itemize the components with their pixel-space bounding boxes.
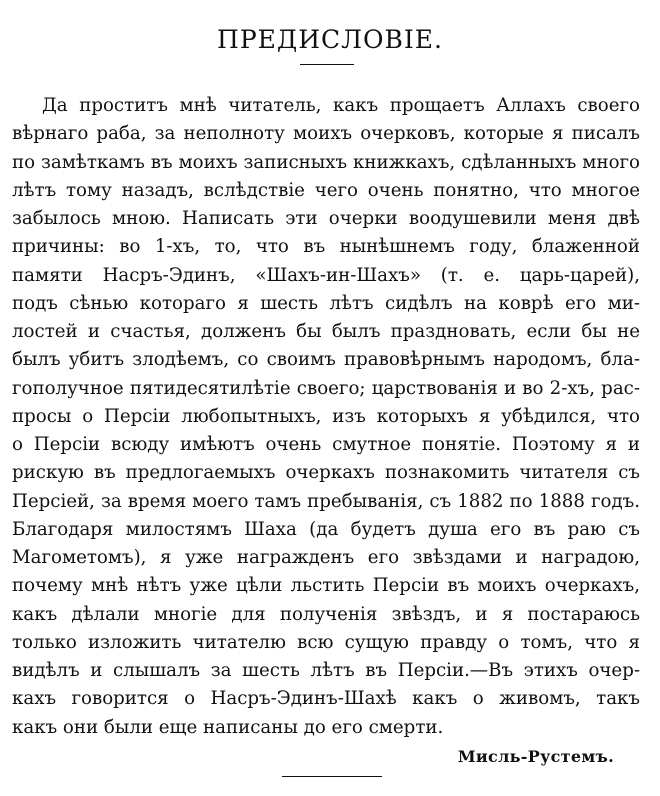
text-line: какъ дѣлали многіе для полученія звѣздъ, и я постараюсь (12, 603, 640, 625)
body-paragraph (12, 92, 640, 742)
text-line: вѣрнаго раба, за неполноту моихъ очерковъ, которые я писалъ (12, 123, 640, 145)
text-line: подъ сѣнью котораго я шесть лѣтъ сидѣлъ на коврѣ его ми- (12, 292, 640, 314)
text-line: рискую въ предлогаемыхъ очеркахъ познакомить читателя съ (12, 462, 640, 484)
text-line: причины: во 1-хъ, то, что въ нынѣшнемъ году, блаженной (12, 236, 640, 258)
text-line: забылось мною. Написать эти очерки воодушевили меня двѣ (12, 208, 640, 229)
text-line: гополучное пятидесятилѣтіе своего; царствованія и во 2-хъ, рас- (12, 377, 640, 399)
text-line: лостей и счастья, долженъ бы былъ праздновать, если бы не (12, 321, 640, 342)
title-divider (300, 64, 354, 65)
text-line: Благодаря милостямъ Шаха (да будетъ душа его въ раю съ (12, 518, 640, 540)
author-signature: Мисль-Рустемъ. (457, 747, 614, 766)
text-line: видѣлъ и слышалъ за шесть лѣтъ въ Персіи.—Въ этихъ очер- (12, 660, 640, 681)
text-line: Магометомъ), я уже награжденъ его звѣздами и наградою, (12, 547, 640, 568)
text-line: почему мнѣ нѣтъ уже цѣли льстить Персіи въ моихъ очеркахъ, (12, 575, 640, 597)
text-line: Персіей, за время моего тамъ пребыванія, съ 1882 по 1888 годъ. (12, 490, 640, 512)
closing-divider (282, 776, 382, 777)
text-line: только изложить читателю всю сущую правду о томъ, что я (12, 631, 640, 653)
text-line: о Персіи всюду имѣютъ очень смутное понятіе. Поэтому я и (12, 434, 640, 455)
text-line: памяти Насръ-Эдинъ, «Шахъ-ин-Шахъ» (т. е. царь-царей), (12, 264, 640, 286)
text-line: кахъ говорится о Насръ-Эдинъ-Шахѣ какъ о живомъ, такъ (12, 688, 640, 710)
text-line: былъ убитъ злодѣемъ, со своимъ правовѣрнымъ народомъ, бла- (12, 349, 640, 371)
text-line: лѣтъ тому назадъ, вслѣдствіе чего очень понятно, что многое (12, 179, 640, 201)
text-line: Да проститъ мнѣ читатель, какъ прощаетъ Аллахъ своего (42, 95, 640, 116)
text-line: по замѣткамъ въ моихъ записныхъ книжкахъ, сдѣланныхъ много (12, 151, 640, 173)
text-line: какъ они были еще написаны до его смерти. (12, 716, 444, 738)
page-title: ПРЕДИСЛОВІЕ. (217, 24, 443, 54)
text-line: просы о Персіи любопытныхъ, изъ которыхъ я убѣдился, что (12, 405, 640, 427)
